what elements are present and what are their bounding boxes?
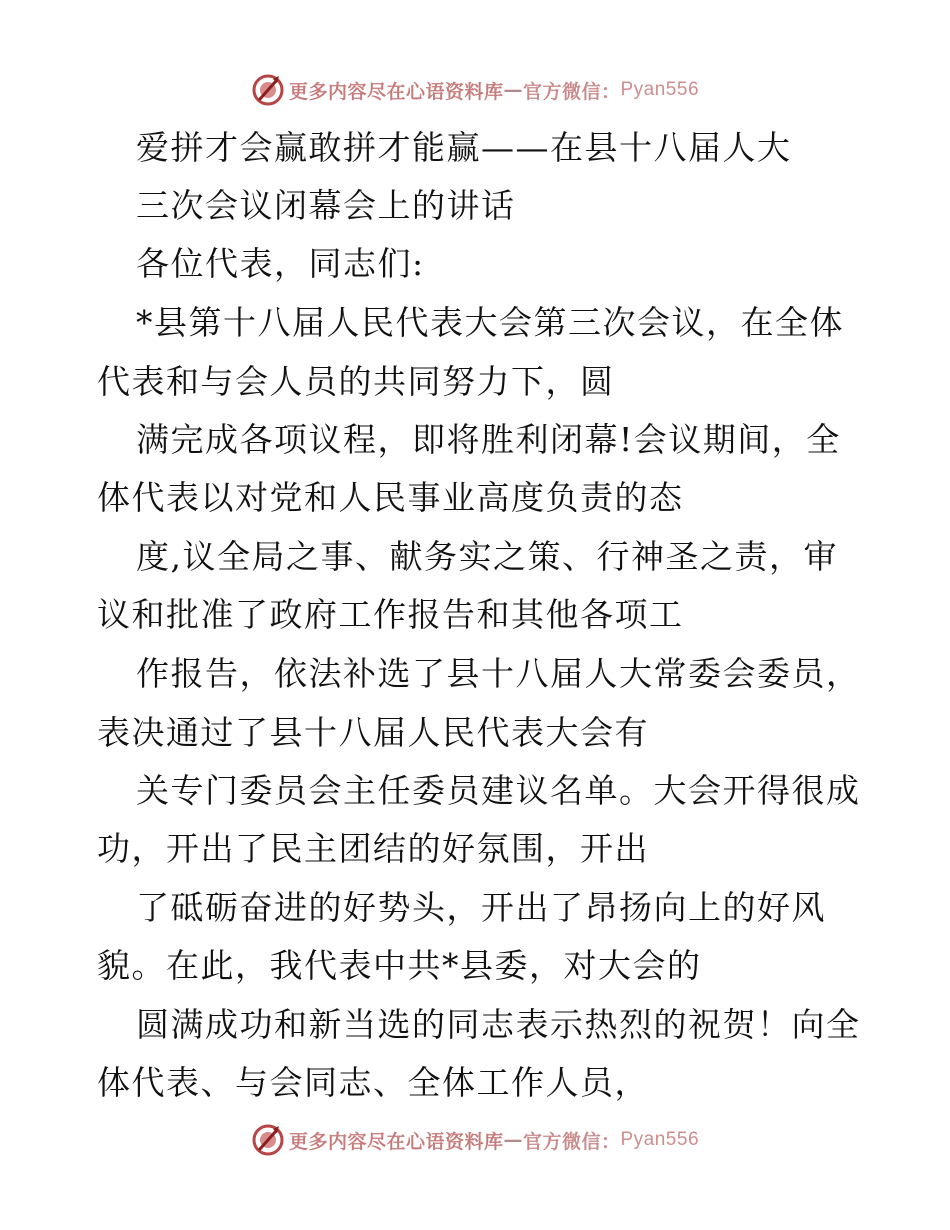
watermark-wechat-label: 官方微信： <box>522 1130 621 1153</box>
watermark-header <box>0 70 950 110</box>
paragraph-line: 功，开出了民主团结的好氛围，开出 <box>97 829 649 868</box>
paragraph-line: 表决通过了县十八届人民代表大会有 <box>97 713 649 752</box>
logo-icon <box>251 1123 285 1157</box>
title-line-2: 三次会议闭幕会上的讲话 <box>136 186 516 225</box>
watermark-main-text: 更多内容尽在心语资料库 <box>288 80 504 103</box>
salutation: 各位代表，同志们: <box>136 244 425 283</box>
watermark-wechat-label: 官方微信： <box>522 80 621 103</box>
watermark-wechat-id: Pyan556 <box>620 1129 700 1150</box>
watermark-footer <box>0 1120 950 1160</box>
paragraph-line: 作报告，依法补选了县十八届人大常委会委员， <box>136 654 861 693</box>
paragraph-line: 了砥砺奋进的好势头，开出了昂扬向上的好风 <box>136 888 826 927</box>
paragraph-line: 体代表以对党和人民事业高度负责的态 <box>97 478 684 517</box>
paragraph-line: 满完成各项议程，即将胜利闭幕!会议期间，全 <box>136 420 841 459</box>
watermark-dash: — <box>503 1129 523 1151</box>
paragraph-line: 关专门委员会主任委员建议名单。大会开得很成 <box>136 771 861 810</box>
paragraph-line: 代表和与会人员的共同努力下，圆 <box>97 362 615 401</box>
paragraph-line: *县第十八届人民代表大会第三次会议，在全体 <box>136 303 844 342</box>
logo-icon <box>251 73 285 107</box>
paragraph-line: 体代表、与会同志、全体工作人员， <box>97 1063 649 1102</box>
paragraph-line: 貌。在此，我代表中共*县委，对大会的 <box>97 946 702 985</box>
watermark-dash: — <box>503 79 523 101</box>
watermark-wechat-id: Pyan556 <box>620 79 700 100</box>
paragraph-line: 度,议全局之事、献务实之策、行神圣之责，审 <box>136 537 838 576</box>
paragraph-line: 圆满成功和新当选的同志表示热烈的祝贺！向全 <box>136 1005 861 1044</box>
paragraph-line: 议和批准了政府工作报告和其他各项工 <box>97 595 684 634</box>
title-line-1: 爱拼才会赢敢拼才能赢——在县十八届人大 <box>136 128 792 167</box>
watermark-main-text: 更多内容尽在心语资料库 <box>288 1130 504 1153</box>
